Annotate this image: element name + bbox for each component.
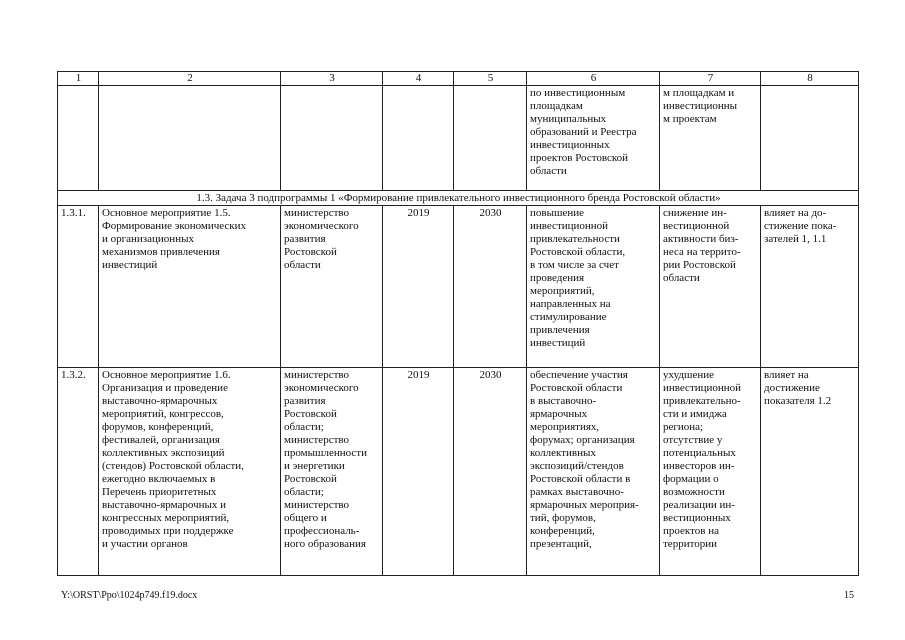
consequence-cell (660, 206, 761, 368)
cell-text-line: вестиционных (663, 512, 731, 524)
header-cell: 8 (761, 72, 859, 86)
cell-text-line: развития (284, 233, 326, 245)
cell-text-line: Перечень приоритетных (102, 486, 217, 498)
cell-text-line: Формирование экономических (102, 220, 247, 232)
section-row (58, 191, 859, 206)
cell-text-line: ярмарочных мероприя- (530, 499, 639, 511)
cell-text-line: повышение (530, 207, 584, 219)
header-cell: 7 (660, 72, 761, 86)
cell-text-line: привлекательно- (663, 395, 741, 407)
cell-text-line: области; (284, 486, 324, 498)
table-cell (281, 86, 383, 191)
cell-text-line: экономического (284, 382, 359, 394)
cell-text-line: Ростовской (284, 473, 337, 485)
cell-text-line: по инвестиционным (530, 87, 626, 99)
cell-text-line: презентаций, (530, 538, 592, 550)
cell-text-line: мероприятий, (530, 285, 595, 297)
table-cell (99, 86, 281, 191)
indicator-link-cell (761, 368, 859, 576)
cell-text-line: рамках выставочно- (530, 486, 624, 498)
cell-text-line: Ростовской области, (530, 246, 626, 258)
cell-text-line: ярмарочных (530, 408, 588, 420)
cell-text-line: проведения (530, 272, 585, 284)
cell-text-line: промышленности (284, 447, 367, 459)
cell-text-line: зателей 1, 1.1 (764, 233, 827, 245)
cell-text-line: области (530, 165, 567, 177)
table-cell (660, 86, 761, 191)
cell-text-line: и энергетики (284, 460, 345, 472)
indicator-link-cell (761, 206, 859, 368)
cell-text-line: рии Ростовской (663, 259, 736, 271)
cell-text-line: министерство (284, 207, 350, 219)
cell-text-line: Основное мероприятие 1.6. (102, 369, 231, 381)
cell-text-line: площадкам (530, 100, 583, 112)
cell-text-line: Ростовской (284, 408, 337, 420)
cell-text-line: Ростовской (284, 246, 337, 258)
cell-text-line: экспозиций/стендов (530, 460, 624, 472)
cell-text-line: стижение пока- (764, 220, 837, 232)
cell-text-line: профессиональ- (284, 525, 360, 537)
header-cell: 4 (383, 72, 454, 86)
cell-text-line: инвестиционной (530, 220, 609, 232)
cell-text-line: тий, форумов, (530, 512, 596, 524)
executor-cell (281, 206, 383, 368)
header-cell: 5 (454, 72, 527, 86)
cell-text-line: реализации ин- (663, 499, 735, 511)
cell-text-line: направленных на (530, 298, 611, 310)
cell-text-line: м площадкам и (663, 87, 735, 99)
cell-text-line: коллективных (530, 447, 596, 459)
start-year-cell: 2019 (383, 368, 454, 576)
end-year-cell: 2030 (454, 206, 527, 368)
cell-text-line: региона; (663, 421, 704, 433)
cell-text-line: министерство (284, 434, 350, 446)
page-number: 15 (844, 590, 854, 601)
cell-text-line: конференций, (530, 525, 595, 537)
cell-text-line: привлекательности (530, 233, 620, 245)
measure-name-cell (99, 368, 281, 576)
cell-text-line: активности биз- (663, 233, 739, 245)
cell-text-line: Основное мероприятие 1.5. (102, 207, 231, 219)
cell-text-line: области (663, 272, 700, 284)
cell-text-line: образований и Реестра (530, 126, 637, 138)
cell-text-line: фестивалей, организация (102, 434, 220, 446)
cell-text-line: в том числе за счет (530, 259, 619, 271)
program-table (57, 71, 859, 576)
footer-file-path: Y:\ORST\Ppo\1024p749.f19.docx (61, 590, 198, 601)
cell-text-line: экономического (284, 220, 359, 232)
cell-text-line: министерство (284, 369, 350, 381)
cell-text-line: муниципальных (530, 113, 607, 125)
cell-text-line: Организация и проведение (102, 382, 228, 394)
row-number: 1.3.2. (58, 368, 99, 576)
cell-text-line: области (284, 259, 321, 271)
table-cell (761, 86, 859, 191)
cell-text-line: форумов, конференций, (102, 421, 214, 433)
cell-text-line: отсутствие у (663, 434, 723, 446)
cell-text-line: неса на террито- (663, 246, 741, 258)
cell-text-line: стимулирование (530, 311, 607, 323)
cell-text-line: и участии органов (102, 538, 188, 550)
cell-text-line: инвестиционных (530, 139, 610, 151)
column-number-row (58, 72, 859, 86)
cell-text-line: влияет на до- (764, 207, 827, 219)
executor-cell (281, 368, 383, 576)
header-cell: 1 (58, 72, 99, 86)
table-row (58, 206, 859, 368)
cell-text-line: формации о (663, 473, 719, 485)
cell-text-line: инвесторов ин- (663, 460, 735, 472)
table-cell (58, 86, 99, 191)
cell-text-line: показателя 1.2 (764, 395, 832, 407)
cell-text-line: Ростовской области в (530, 473, 631, 485)
measure-name-cell (99, 206, 281, 368)
table-cell (454, 86, 527, 191)
table-cell (527, 86, 660, 191)
cell-text-line: вестиционной (663, 220, 730, 232)
cell-text-line: конгрессных мероприятий, (102, 512, 230, 524)
cell-text-line: и организационных (102, 233, 194, 245)
start-year-cell: 2019 (383, 206, 454, 368)
table-cell (383, 86, 454, 191)
cell-text-line: влияет на (764, 369, 809, 381)
cell-text-line: механизмов привлечения (102, 246, 220, 258)
cell-text-line: министерство (284, 499, 350, 511)
cell-text-line: (стендов) Ростовской области, (102, 460, 244, 472)
cell-text-line: обеспечение участия (530, 369, 628, 381)
cell-text-line: выставочно-ярмарочных и (102, 499, 227, 511)
cell-text-line: возможности (663, 486, 725, 498)
expected-result-cell (527, 206, 660, 368)
header-cell: 6 (527, 72, 660, 86)
table-row (58, 368, 859, 576)
cell-text-line: мероприятий, конгрессов, (102, 408, 224, 420)
cell-text-line: потенциальных (663, 447, 736, 459)
cell-text-line: мероприятиях, (530, 421, 600, 433)
cell-text-line: инвестиций (102, 259, 158, 271)
cell-text-line: ежегодно включаемых в (102, 473, 216, 485)
cell-text-line: в выставочно- (530, 395, 597, 407)
cell-text-line: инвестиционной (663, 382, 742, 394)
cell-text-line: снижение ин- (663, 207, 727, 219)
header-cell: 2 (99, 72, 281, 86)
cell-text-line: развития (284, 395, 326, 407)
header-cell: 3 (281, 72, 383, 86)
continuation-row (58, 86, 859, 191)
expected-result-cell (527, 368, 660, 576)
cell-text-line: ного образования (284, 538, 366, 550)
consequence-cell (660, 368, 761, 576)
cell-text-line: проводимых при поддержке (102, 525, 234, 537)
cell-text-line: ухудшение (663, 369, 714, 381)
cell-text-line: территории (663, 538, 718, 550)
cell-text-line: выставочно-ярмарочных (102, 395, 218, 407)
cell-text-line: м проектам (663, 113, 717, 125)
cell-text-line: проектов на (663, 525, 719, 537)
cell-text-line: инвестиций (530, 337, 586, 349)
cell-text-line: области; (284, 421, 324, 433)
cell-text-line: инвестиционны (663, 100, 738, 112)
section-title: 1.3. Задача 3 подпрограммы 1 «Формирование привлекательного инвестиционного бренда Ростовской области» (58, 191, 859, 206)
cell-text-line: достижение (764, 382, 820, 394)
cell-text-line: Ростовской области (530, 382, 623, 394)
cell-text-line: коллективных экспозиций (102, 447, 225, 459)
cell-text-line: общего и (284, 512, 327, 524)
cell-text-line: привлечения (530, 324, 590, 336)
cell-text-line: форумах; организация (530, 434, 635, 446)
row-number: 1.3.1. (58, 206, 99, 368)
cell-text-line: проектов Ростовской (530, 152, 629, 164)
end-year-cell: 2030 (454, 368, 527, 576)
cell-text-line: сти и имиджа (663, 408, 727, 420)
